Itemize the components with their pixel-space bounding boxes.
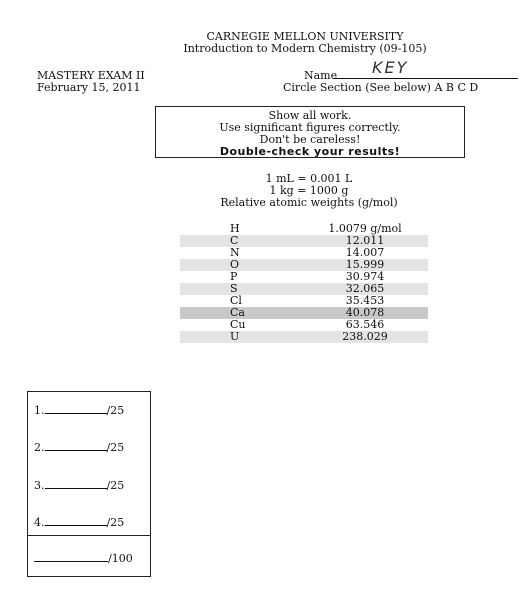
atomic-weight: 15.999 <box>345 258 385 271</box>
score-question-4 <box>34 516 124 529</box>
table-row <box>180 247 428 259</box>
score-blank <box>34 552 108 562</box>
atomic-weight: 30.974 <box>345 270 385 283</box>
instruction-careful: Don't be careless! <box>259 133 361 146</box>
question-total: /25 <box>106 404 125 417</box>
score-blank <box>45 441 107 451</box>
element-symbol: Cl <box>230 294 242 307</box>
question-number: 4. <box>34 516 45 529</box>
atomic-weight: 40.078 <box>345 306 385 319</box>
table-row <box>180 259 428 271</box>
question-number: 3. <box>34 479 45 492</box>
exam-date: February 15, 2011 <box>37 81 141 94</box>
instruction-sig-figs: Use significant figures correctly. <box>219 121 401 134</box>
instructions-box <box>155 106 465 158</box>
instruction-double-check: Double-check your results! <box>219 145 401 158</box>
atomic-weight: 14.007 <box>345 246 385 259</box>
conversion-kg: 1 kg = 1000 g <box>269 184 349 197</box>
element-symbol: P <box>230 270 238 283</box>
score-question-2 <box>34 441 124 454</box>
element-symbol: Ca <box>230 306 245 319</box>
table-row <box>180 271 428 283</box>
element-symbol: Cu <box>230 318 246 331</box>
score-divider <box>27 535 150 536</box>
grand-total: /100 <box>108 552 133 565</box>
course-title: Introduction to Modern Chemistry (09-105) <box>183 42 427 55</box>
question-total: /25 <box>106 479 125 492</box>
table-row <box>180 319 428 331</box>
conversion-ml: 1 mL = 0.001 L <box>265 172 353 185</box>
atomic-weight: 35.453 <box>345 294 385 307</box>
table-row <box>180 307 428 319</box>
table-row <box>180 283 428 295</box>
element-symbol: C <box>230 234 239 247</box>
score-grand-total <box>34 552 133 565</box>
name-value: KEY <box>372 58 409 77</box>
element-symbol: N <box>230 246 240 259</box>
university-name: CARNEGIE MELLON UNIVERSITY <box>206 30 404 43</box>
score-blank <box>45 516 107 526</box>
question-total: /25 <box>106 516 125 529</box>
atomic-weight: 63.546 <box>345 318 385 331</box>
element-symbol: H <box>230 222 240 235</box>
atomic-weights-heading: Relative atomic weights (g/mol) <box>220 196 398 209</box>
atomic-weight: 12.011 <box>345 234 385 247</box>
name-label: Name <box>304 69 338 82</box>
table-row <box>180 331 428 343</box>
question-number: 2. <box>34 441 45 454</box>
table-row <box>180 223 428 235</box>
element-symbol: S <box>230 282 238 295</box>
element-symbol: O <box>230 258 240 271</box>
score-question-3 <box>34 479 124 492</box>
table-row <box>180 295 428 307</box>
instruction-show-work: Show all work. <box>268 109 352 122</box>
exam-title: MASTERY EXAM II <box>37 69 145 82</box>
element-symbol: U <box>230 330 240 343</box>
atomic-weight: 238.029 <box>342 330 388 343</box>
score-blank <box>45 479 107 489</box>
score-question-1 <box>34 404 124 417</box>
table-row <box>180 235 428 247</box>
question-number: 1. <box>34 404 45 417</box>
section-label: Circle Section (See below) A B C D <box>283 81 479 94</box>
atomic-weight: 32.065 <box>345 282 385 295</box>
atomic-weight: 1.0079 g/mol <box>328 222 402 235</box>
question-total: /25 <box>106 441 125 454</box>
name-underline <box>333 78 518 79</box>
score-blank <box>45 404 107 414</box>
